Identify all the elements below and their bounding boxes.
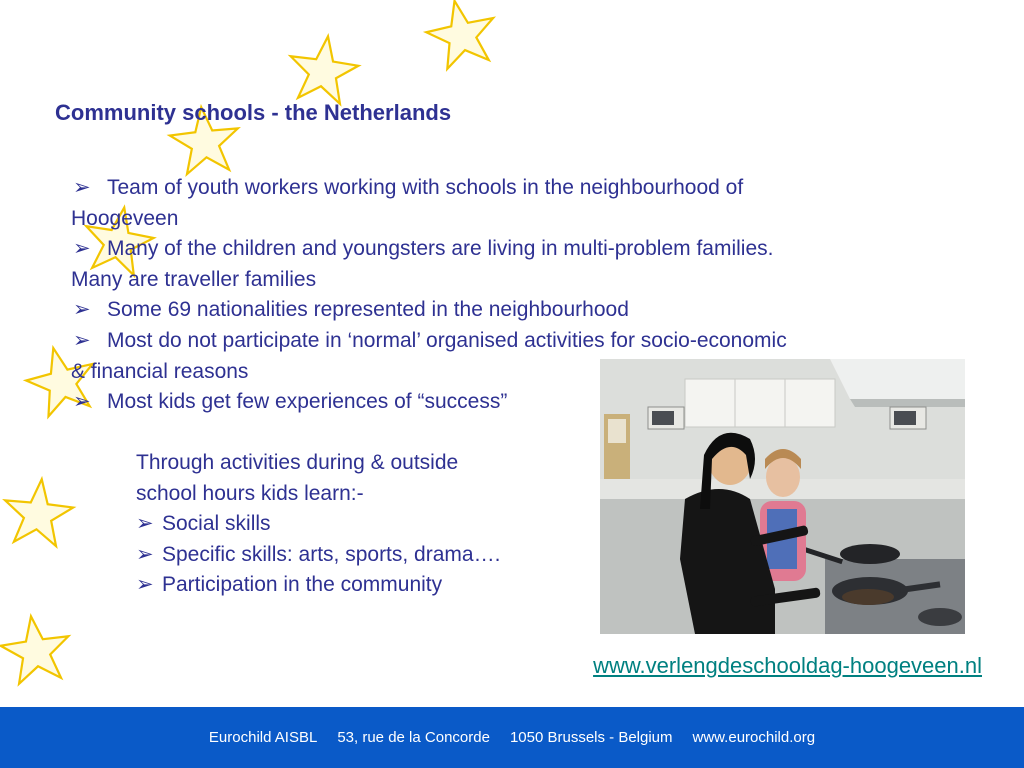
learn-intro-line: school hours kids learn:- [136,481,364,505]
arrow-bullet-icon: ➢ [73,390,91,414]
learning-outcomes [136,448,586,601]
footer-bar [0,707,1024,768]
slide-title: Community schools - the Netherlands [55,100,452,125]
learn-item-text: Social skills [162,512,271,536]
bullet-text: Hoogeveen [71,206,179,230]
arrow-bullet-icon: ➢ [73,176,91,199]
star-outline-icon [421,0,501,72]
bullet-text: Many of the children and youngsters are living in multi-problem families. [107,237,774,261]
learn-item-text: Specific skills: arts, sports, drama…. [162,542,501,566]
bullet-text: & financial reasons [71,359,249,383]
footer-org: Eurochild AISBL [208,729,318,746]
arrow-bullet-icon: ➢ [73,328,91,352]
kitchen-cooking-photo [600,359,965,634]
learn-item-text: Participation in the community [162,573,443,597]
bullet-text: Some 69 nationalities represented in the neighbourhood [107,298,629,322]
footer-city: 1050 Brussels - Belgium [509,729,673,746]
arrow-bullet-icon: ➢ [136,573,154,597]
bullet-item [71,326,951,357]
star-outline-icon [285,32,362,106]
star-outline-icon [0,612,74,686]
bullet-text: Many are traveller families [71,267,317,291]
bullet-text: Most kids get few experiences of “success” [107,390,508,414]
arrow-bullet-icon: ➢ [136,512,154,536]
learn-item [136,509,586,540]
bullet-item [71,173,951,204]
footer-street: 53, rue de la Concorde [337,729,490,746]
bullet-continuation [71,265,951,296]
bullet-item [71,234,951,265]
learn-item [136,570,586,601]
star-outline-icon [1,476,76,548]
website-link[interactable]: www.verlengdeschooldag-hoogeveen.nl [593,653,982,678]
bullet-item [71,295,951,326]
footer-site[interactable]: www.eurochild.org [692,729,816,746]
learn-intro-line: Through activities during & outside [136,451,459,474]
bullet-text: Most do not participate in ‘normal’ organised activities for socio-economic [107,328,787,352]
arrow-bullet-icon: ➢ [136,542,154,566]
arrow-bullet-icon: ➢ [73,237,91,261]
bullet-continuation [71,204,951,235]
arrow-bullet-icon: ➢ [73,298,91,322]
learn-item [136,540,586,571]
bullet-text: Team of youth workers working with schools in the neighbourhood of [107,176,744,199]
